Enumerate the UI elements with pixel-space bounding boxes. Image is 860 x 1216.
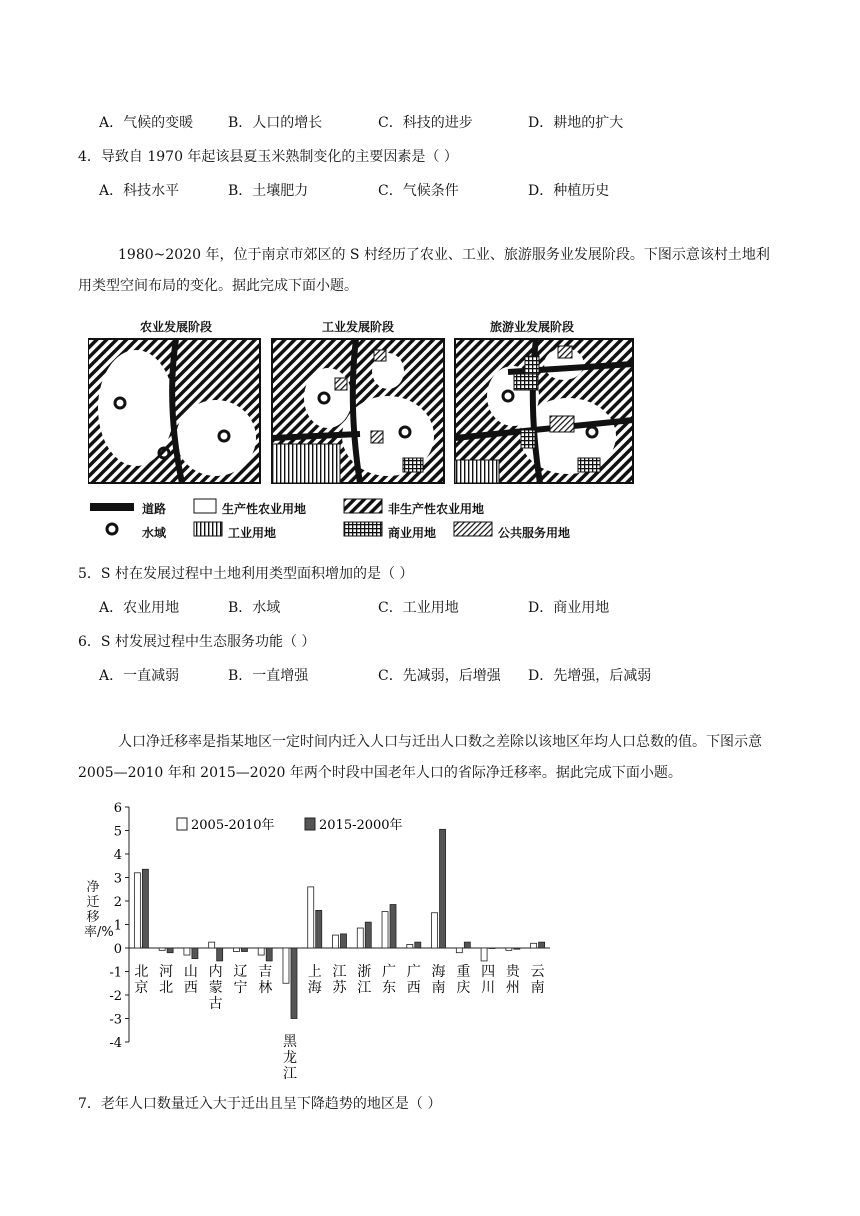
q6-option-a: A．一直减弱: [99, 668, 180, 684]
chart-y-axis-label: 净迁移率/%: [84, 880, 114, 940]
legend-commercial-label: 商业用地: [388, 526, 437, 540]
legend-swatch-series-1: [177, 818, 187, 830]
map-title-tourism: 旅游业发展阶段: [490, 320, 575, 334]
q4-option-d: D．种植历史: [528, 183, 610, 199]
bar-series-1: [233, 948, 239, 952]
bar-series-2: [167, 948, 173, 953]
bar-series-2: [192, 948, 198, 959]
y-tick-label: 0: [113, 942, 122, 957]
x-category-label: 北: [134, 964, 149, 980]
x-category-label: 山: [183, 964, 198, 980]
map-title-industry: 工业发展阶段: [322, 320, 395, 334]
q3-option-d: D．耕地的扩大: [528, 115, 624, 131]
x-category-label: 南: [431, 980, 446, 996]
legend-road-swatch: [90, 503, 134, 511]
legend-industrial-label: 工业用地: [228, 526, 277, 540]
bar-series-2: [266, 948, 272, 961]
bar-series-1: [333, 935, 339, 948]
x-category-label: 古: [208, 996, 223, 1012]
x-category-label: 西: [406, 980, 421, 996]
q4-option-c: C．气候条件: [378, 183, 459, 199]
x-category-label: 重: [456, 964, 471, 980]
bar-series-1: [308, 887, 314, 948]
map-agriculture: [88, 339, 260, 483]
x-category-label: 黑: [282, 1034, 297, 1050]
y-tick-label: -4: [109, 1036, 122, 1051]
x-category-label: 广: [382, 964, 397, 980]
bar-series-2: [514, 948, 520, 949]
bar-series-1: [209, 942, 215, 948]
legend-productive-swatch: [194, 499, 216, 513]
y-tick-label: 1: [113, 918, 122, 934]
x-category-label: 江: [357, 980, 372, 996]
x-category-label: 云: [530, 964, 545, 980]
y-tick-label: 2: [113, 895, 122, 910]
q5-option-a: A．农业用地: [99, 600, 180, 616]
legend-nonproductive-swatch: [344, 499, 382, 513]
x-category-label: 河: [159, 964, 174, 980]
x-category-label: 龙: [282, 1050, 297, 1066]
question-4-stem: 4．导致自 1970 年起该县夏玉米熟制变化的主要因素是（ ）: [78, 149, 458, 165]
intro-paragraph-1: 1980~2020 年，位于南京市郊区的 S 村经历了农业、工业、旅游服务业发展阶段。下图示意该村土地利用类型空间布局的变化。据此完成下面小题。: [78, 247, 770, 294]
question-6-stem: 6．S 村发展过程中生态服务功能（ ）: [78, 634, 316, 650]
bar-series-2: [415, 942, 421, 948]
bar-series-1: [357, 928, 363, 948]
x-category-label: 浙: [357, 964, 372, 980]
q6-option-b: B．一直增强: [228, 668, 309, 684]
bar-series-1: [134, 873, 140, 948]
migration-rate-chart: [80, 796, 560, 1082]
x-category-label: 蒙: [208, 980, 223, 996]
y-tick-label: 6: [113, 801, 122, 816]
x-category-label: 西: [183, 980, 198, 996]
q5-option-d: D．商业用地: [528, 600, 610, 616]
x-category-label: 海: [431, 964, 446, 980]
bar-series-2: [142, 869, 148, 948]
bar-series-1: [382, 912, 388, 948]
bar-series-2: [539, 942, 545, 948]
bar-series-2: [489, 948, 495, 949]
legend-public-swatch: [454, 522, 492, 536]
legend-nonproductive-label: 非生产性农业用地: [388, 502, 485, 516]
bar-series-2: [341, 934, 347, 948]
q3-option-a: A．气候的变暖: [99, 115, 194, 131]
bar-series-1: [407, 944, 413, 948]
x-category-label: 内: [208, 964, 223, 980]
y-tick-label: 5: [113, 824, 122, 840]
q5-option-b: B．水域: [228, 600, 281, 616]
q5-option-c: C．工业用地: [378, 600, 459, 616]
x-category-label: 海: [307, 980, 322, 996]
bar-series-1: [506, 948, 512, 950]
x-category-label: 北: [159, 980, 174, 996]
x-category-label: 南: [530, 980, 545, 996]
map-industry: [272, 339, 444, 483]
x-category-label: 四: [481, 964, 496, 980]
x-category-label: 广: [406, 964, 421, 980]
question-5-stem: 5．S 村在发展过程中土地利用类型面积增加的是（ ）: [78, 566, 414, 582]
bar-series-1: [432, 913, 438, 948]
legend-productive-label: 生产性农业用地: [222, 502, 307, 516]
x-category-label: 林: [258, 980, 273, 996]
legend-road-label: 道路: [142, 502, 167, 516]
legend-commercial-swatch: [344, 522, 382, 536]
q6-option-c: C．先减弱，后增强: [378, 668, 501, 684]
bar-series-2: [316, 910, 322, 948]
x-category-label: 江: [282, 1066, 297, 1082]
legend-label-series-1: 2005-2010年: [191, 818, 275, 833]
bar-series-1: [456, 948, 462, 953]
y-tick-label: 4: [113, 848, 122, 863]
bar-series-2: [365, 922, 371, 948]
bar-series-2: [291, 948, 297, 1019]
bar-series-2: [217, 948, 223, 961]
x-category-label: 庆: [456, 980, 471, 996]
bar-series-2: [464, 942, 470, 948]
x-category-label: 上: [307, 964, 322, 980]
x-category-label: 州: [505, 980, 520, 996]
map-tourism: [455, 339, 633, 483]
bar-series-1: [283, 948, 289, 983]
x-category-label: 吉: [258, 964, 273, 980]
map-title-agriculture: 农业发展阶段: [140, 320, 213, 334]
x-category-label: 江: [332, 964, 347, 980]
question-7-stem: 7．老年人口数量迁入大于迁出且呈下降趋势的地区是（ ）: [78, 1096, 442, 1112]
x-category-label: 宁: [233, 980, 248, 996]
q4-option-a: A．科技水平: [99, 183, 180, 199]
bar-series-2: [241, 948, 247, 952]
x-category-label: 川: [481, 980, 496, 996]
legend-water-swatch: [107, 524, 117, 534]
bar-series-2: [440, 829, 446, 948]
bar-series-1: [531, 943, 537, 948]
y-tick-label: 3: [113, 871, 122, 887]
bar-series-1: [184, 948, 190, 955]
x-category-label: 东: [382, 980, 397, 996]
bar-series-1: [258, 948, 264, 955]
legend-industrial-swatch: [194, 522, 222, 536]
legend-water-label: 水域: [142, 526, 167, 540]
y-tick-label: -1: [109, 965, 122, 981]
legend-label-series-2: 2015-2000年: [319, 818, 403, 833]
q3-option-b: B．人口的增长: [228, 115, 323, 131]
x-category-label: 贵: [505, 964, 520, 980]
bar-series-2: [390, 905, 396, 948]
q3-option-c: C．科技的进步: [378, 115, 473, 131]
x-category-label: 苏: [332, 980, 347, 996]
q4-option-b: B．土壤肥力: [228, 183, 309, 199]
q6-option-d: D．先增强，后减弱: [528, 668, 652, 684]
legend-swatch-series-2: [305, 818, 315, 830]
bar-series-1: [159, 948, 165, 950]
intro-paragraph-2: 人口净迁移率是指某地区一定时间内迁入人口与迁出人口数之差除以该地区年均人口总数的值。下图示意 2005—2010 年和 2015—2020 年两个时段中国老年人口的省际净迁移率。据此完成下面小题。: [78, 734, 762, 781]
legend-public-label: 公共服务用地: [498, 526, 571, 540]
land-use-maps: [88, 336, 636, 486]
bar-series-1: [481, 948, 487, 961]
y-tick-label: -3: [109, 1012, 122, 1028]
x-category-label: 辽: [233, 964, 248, 980]
x-category-label: 京: [134, 980, 149, 996]
y-tick-label: -2: [109, 989, 122, 1004]
